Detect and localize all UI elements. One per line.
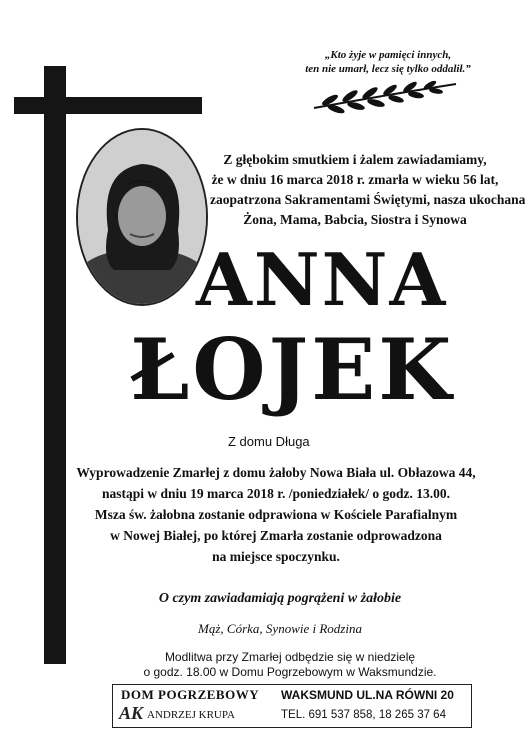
funeral-line: na miejsce spoczynku.: [212, 549, 340, 564]
cross-vertical-beam: [44, 66, 66, 664]
deceased-last-name: ŁOJEK: [129, 320, 455, 419]
quote-line-2: ten nie umarł, lecz się tylko oddalił.”: [305, 63, 471, 75]
funeral-details: [56, 462, 496, 567]
cross-horizontal-beam: [14, 97, 202, 114]
funeral-line: Msza św. żałobna zostanie odprawiona w Kościele Parafialnym: [94, 507, 458, 522]
mourners-intro: O czym zawiadamiają pogrążeni w żałobie: [158, 591, 402, 606]
funeral-home-box: [112, 684, 472, 728]
prayer-line-2: o godz. 18.00 w Domu Pogrzebowym w Waksmundzie.: [143, 665, 437, 679]
maiden-name: Z domu Długa: [228, 434, 310, 449]
announcement-line: zaopatrzona Sakramentami Świętymi, nasza ukochana: [210, 192, 526, 207]
funeral-line: Wyprowadzenie Zmarłej z domu żałoby Nowa Biała ul. Obłazowa 44,: [76, 465, 476, 480]
announcement-line: Z głębokim smutkiem i żalem zawiadamiamy,: [223, 152, 487, 167]
announcement-line: że w dniu 16 marca 2018 r. zmarła w wieku 56 lat,: [211, 172, 499, 187]
funeral-home-address: WAKSMUND UL.NA RÓWNI 20: [281, 688, 454, 702]
funeral-home-owner: ANDRZEJ KRUPA: [147, 709, 235, 721]
funeral-line: w Nowej Białej, po której Zmarła zostanie odprowadzona: [110, 528, 442, 543]
announcement-text: [210, 150, 526, 230]
prayer-line-1: Modlitwa przy Zmarłej odbędzie się w niedzielę: [164, 650, 416, 664]
funeral-home-logo: AK: [119, 703, 144, 723]
quote-line-1: „Kto żyje w pamięci innych,: [324, 49, 452, 61]
mourners-names: Mąż, Córka, Synowie i Rodzina: [198, 621, 362, 636]
portrait-photo: [76, 128, 208, 306]
deceased-first-name: ANNA: [196, 237, 448, 322]
prayer-notice: [120, 650, 460, 680]
announcement-line: Żona, Mama, Babcia, Siostra i Synowa: [243, 212, 467, 227]
funeral-home-phone: TEL. 691 537 858, 18 265 37 64: [281, 709, 446, 721]
memorial-quote: [288, 48, 488, 76]
olive-branch-icon: [310, 78, 460, 114]
funeral-home-name: DOM POGRZEBOWY: [121, 687, 260, 702]
funeral-line: nastąpi w dniu 19 marca 2018 r. /poniedziałek/ o godz. 13.00.: [101, 486, 451, 501]
